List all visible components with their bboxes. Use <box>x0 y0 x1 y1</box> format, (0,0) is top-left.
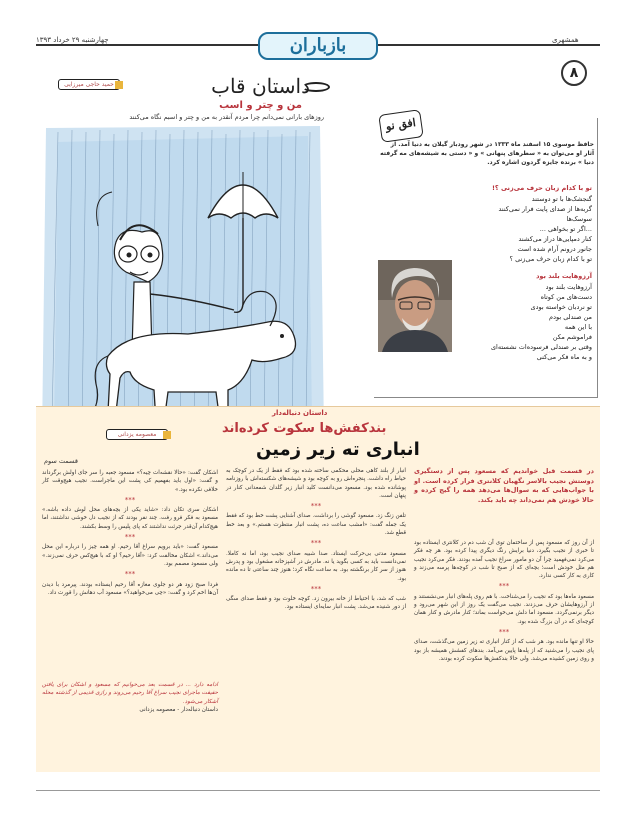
author-badge <box>106 429 168 440</box>
newspaper-logo: همشهری <box>552 36 579 44</box>
note-credit: داستان دنباله‌دار - معصومه یزدانی <box>139 706 218 713</box>
badge-tag-icon <box>115 81 123 89</box>
paragraph: حالا او تنها مانده بود. هر شب که از کنار انباری ته زیر زمین می‌گذشت، صدای پای نجیب را می‌شنید که از پله‌ها پایین می‌آمد. بندهای کفشش همیشه باز بود و روی زمین کشیده می‌شد. ولی حالا بندکفش‌ها سکوت کرده بودند. <box>414 639 594 662</box>
serial-headline: بندکفش‌ها سکوت کرده‌اند <box>222 421 387 436</box>
issue-date: چهارشنبه ۲۹ خرداد ۱۳۹۳ <box>36 36 109 44</box>
paragraph: مسعود مدتی بی‌حرکت ایستاد. صدا شبیه صدای نجیب بود، اما نه کاملا. نمی‌دانست باید به کسی بگوید یا نه. مادرش در آشپزخانه مشغول بود و پدرش هنوز از سر کار برنگشته بود. به ساعت نگاه کرد؛ هنوز چند ساعتی تا ده مانده بود. <box>226 550 406 582</box>
serial-lead: در قسمت قبل خواندیم که مسعود پس از دستگیری دوستش نجیب بالاسر نگهبان کلانتری فرار کرده است. او با جواب‌هایی که به سوال‌ها می‌دهد همه را گیج کرده و حالا خودش هم نمی‌داند چه باید بکند. <box>414 467 594 504</box>
poem-line: تو نردبان خواسته بودی <box>530 303 592 311</box>
serial-title: انباری ته زیر زمین <box>256 439 420 460</box>
poet-bio: حافظ موسوی ۱۵ اسفند ماه ۱۳۳۳ در شهر رودبار گیلان به دنیا آمد. از آثار او می‌توان به « سطرهای پنهانی » و « دستی به شیشه‌های مه گرفته دنیا » برنده جایزه گردون اشاره کرد. <box>380 141 594 166</box>
serial-kicker: داستان دنباله‌دار <box>272 409 328 417</box>
poem-line: ...اگر تو بخواهی ... <box>539 225 592 233</box>
serial-story-section <box>36 406 600 772</box>
poem-line: فراموشم مکن <box>552 333 592 341</box>
page-number: ۸ <box>561 60 587 86</box>
continuation-note <box>42 681 218 714</box>
separator-stars: *** <box>498 582 510 591</box>
separator-stars: *** <box>310 584 322 593</box>
poem-line: کنار دمپایی‌ها دراز می‌کشند <box>518 235 592 243</box>
section-logo <box>211 74 310 98</box>
poem-line: آرزوهایت بلند بود <box>545 283 592 291</box>
serial-part: قسمت سوم <box>44 457 78 465</box>
section-tag: افق نو <box>378 109 423 143</box>
section-brand: بازباران <box>258 32 378 60</box>
paragraph: انبار از بلند کاهی محلی محکمی ساخته شده بود که فقط از یک در کوچک به حیاط راه داشت. پنجره‌اش رو به کوچه بود و شیشه‌های شکسته‌اش با روزنامه پوشانده شده بود. مسعود می‌دانست کلید انبار زیر گلدان شمعدانی کنار در پنهان است. <box>226 468 406 499</box>
poem-line: گنجشک‌ها با تو دوستند <box>531 195 592 203</box>
poem-line: دست‌های من کوتاه <box>540 293 592 301</box>
separator-stars: *** <box>310 539 322 548</box>
paragraph: مسعود ماه‌ها بود که نجیب را می‌شناخت. با هم روی پله‌های انبار می‌نشستند و از آرزوهایشان حرف می‌زدند. نجیب می‌گفت یک روز از این شهر می‌رود و دیگر برنمی‌گردد. مسعود اما دلش می‌خواست بماند؛ کنار مادرش و کنار همان کوچه‌ای که در آن بزرگ شده بود. <box>414 593 594 625</box>
separator-stars: *** <box>124 533 136 542</box>
rain-horse-illustration <box>38 122 328 444</box>
story-title: من و چتر و اسب <box>219 100 302 111</box>
paragraph: اشکان گفت: «حالا نقشه‌ات چیه؟» مسعود جعبه را سر جای اولش برگرداند و گفت: «اول باید بفهمیم کی پشت این ماجراست. نجیب هیچ‌وقت کار خلافی نکرده بود.» <box>42 470 218 493</box>
poem-line: و به ماه فکر می‌کنی <box>536 353 592 361</box>
paragraph: فردا صبح زود هر دو جلوی مغازه آقا رحیم ایستاده بودند. پیرمرد با دیدن آن‌ها اخم کرد و گفت: «چی می‌خواهید؟» مسعود آب دهانش را قورت داد. <box>42 581 218 596</box>
author-badge <box>58 79 120 90</box>
paragraph: شب که شد، با احتیاط از خانه بیرون زد. کوچه خلوت بود و فقط صدای سگی از دور شنیده می‌شد. پشت انبار سایه‌ای ایستاده بود. <box>226 596 406 611</box>
separator-stars: *** <box>124 495 136 504</box>
paragraph: از آن روز که مسعود پس از ساختمان توی آن شب دم در کلانتری ایستاده بود تا خبری از نجیب بگیرد، دنیا برایش رنگ دیگری پیدا کرده بود. هر چه فکر می‌کرد نمی‌فهمید چرا آن دو مامور سراغ نجیب آمده بودند. فکر می‌کرد نجیب هم مثل خودش است؛ بچه‌ای که از صبح تا شب در کوچه‌ها پرسه می‌زند و کاری به کار کسی ندارد. <box>414 540 594 580</box>
poem-title: تو با کدام زبان حرف می‌زنی ؟! <box>491 184 592 192</box>
poem-line: من صندلی بودم <box>549 313 592 321</box>
poem-line: گربه‌ها از صدای پایت فرار نمی‌کنند <box>498 205 592 213</box>
article-column-middle <box>226 467 406 613</box>
paragraph: مسعود گفت: «باید برویم سراغ آقا رحیم. او همه چیز را درباره این محل می‌داند.» اشکان مخالفت کرد: «آقا رحیم؟ او که با هیچ‌کس حرف نمی‌زند.» ولی مسعود مصمم بود. <box>42 544 218 567</box>
swirl-icon <box>302 82 330 92</box>
paragraph: اشکان سری تکان داد: «شاید یکی از بچه‌های محل لوش داده باشه.» مسعود به فکر فرو رفت. چند نفر بودند که از نجیب دل خوشی نداشتند، اما هیچ‌کدام آن‌قدر جرئت نداشتند که پای پلیس را وسط بکشند. <box>42 507 218 530</box>
separator-stars: *** <box>498 627 510 636</box>
poetry-section <box>374 112 598 408</box>
paragraph: تلفن زنگ زد. مسعود گوشی را برداشت. صدای آشنایی پشت خط بود که فقط یک جمله گفت: «امشب ساعت ده، پشت انبار منتظرت هستم.» و بعد خط قطع شد. <box>226 513 406 537</box>
author-name: حمید حاجی میرزایی <box>64 81 114 88</box>
article-column-right <box>414 539 594 664</box>
author-name: معصومه یزدانی <box>117 431 157 438</box>
poem-line: با این همه <box>564 323 592 331</box>
story-subtitle: روزهای بارانی نمی‌دانم چرا مردم آنقدر به من و چتر و اسبم نگاه می‌کنند <box>129 113 324 121</box>
poem-title: آرزوهایت بلند بود <box>536 272 592 280</box>
note-text: ادامه دارد ... در قسمت بعد می‌خوانیم که مسعود و اشکان برای یافتن حقیقت ماجرای نجیب سراغ آقا رحیم می‌روند و رازی قدیمی از گذشته محله آشکار می‌شود. <box>42 682 218 705</box>
poem-line: وقتی بر صندلی فرسوده‌ات نشسته‌ای <box>490 343 592 351</box>
story-section <box>38 76 368 396</box>
separator-stars: *** <box>124 570 136 579</box>
article-column-left <box>42 469 218 598</box>
footer-rule <box>36 790 600 791</box>
poet-photo <box>378 260 452 352</box>
separator-stars: *** <box>310 502 322 511</box>
badge-tag-icon <box>163 431 171 439</box>
section-logo-text: داستان قاب <box>211 74 310 98</box>
poem-line: سوسک‌ها <box>566 215 592 223</box>
poem-line: تو با کدام زبان حرف می‌زنی ؟ <box>509 255 592 263</box>
poem-line: جانور درونم آرام شده است <box>517 245 592 253</box>
